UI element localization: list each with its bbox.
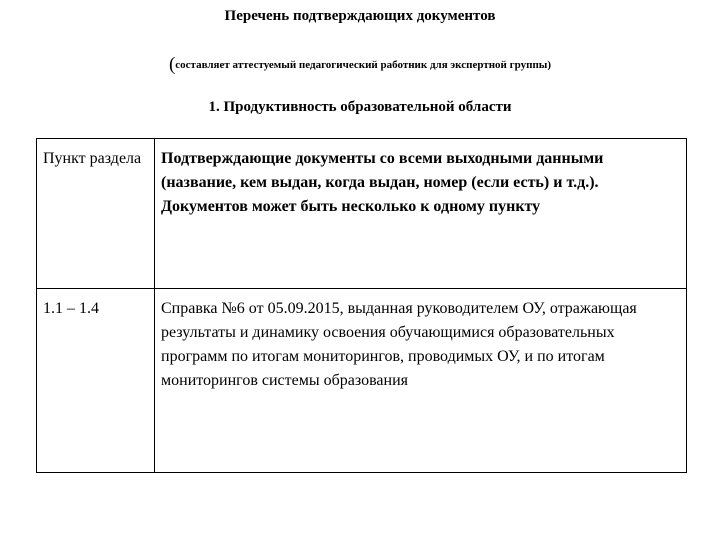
document-subtitle <box>0 54 720 76</box>
subtitle-text: составляет аттестуемый педагогический работник для экспертной группы) <box>175 59 552 71</box>
section-heading: 1. Продуктивность образовательной области <box>208 99 512 115</box>
row-documents-cell: Справка №6 от 05.09.2015, выданная руководителем ОУ, отражающая результаты и динамику освоения обучающимися образовательных программ по итогам мониторингов, проводимых ОУ, и по итогам мониторингов системы образования <box>155 289 687 473</box>
subtitle-open-paren: ( <box>168 54 176 75</box>
table-row <box>37 289 687 473</box>
header-item-cell: Пункт раздела <box>37 139 155 289</box>
header-documents-cell: Подтверждающие документы со всеми выходными данными (название, кем выдан, когда выдан, номер (если есть) и т.д.). Документов может быть несколько к одному пункту <box>155 139 687 289</box>
row-item-cell: 1.1 – 1.4 <box>37 289 155 473</box>
document-title: Перечень подтверждающих документов <box>224 8 496 24</box>
documents-table <box>36 138 687 473</box>
table-header-row <box>37 139 687 289</box>
